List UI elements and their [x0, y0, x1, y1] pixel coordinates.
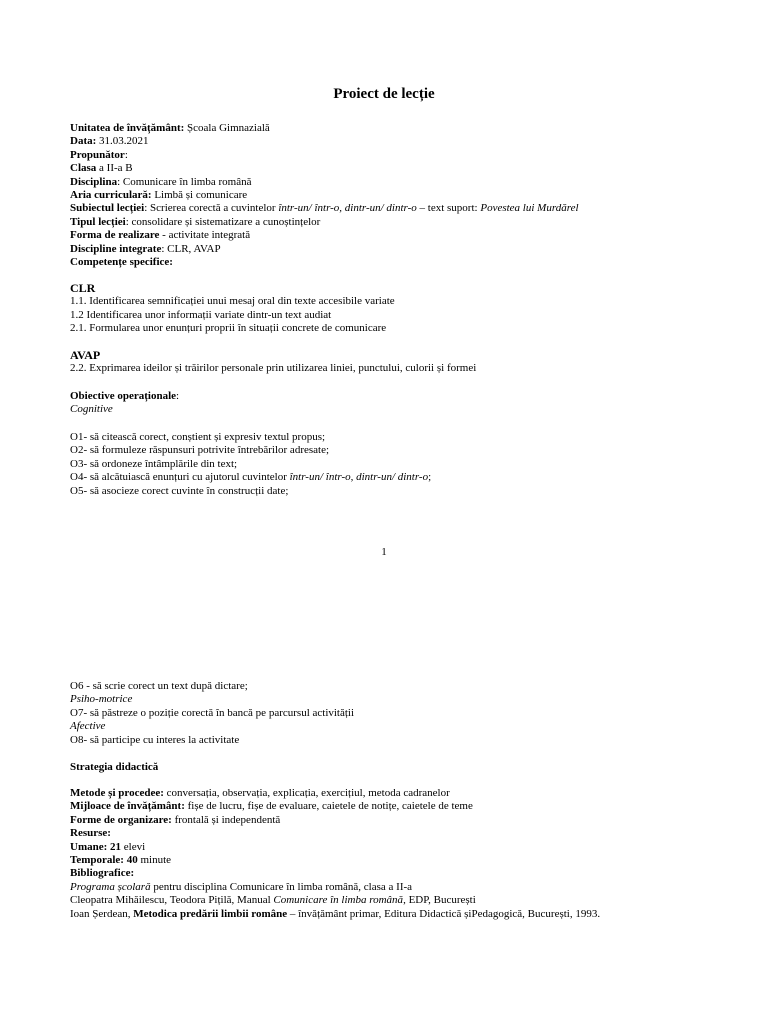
- clr-item: 2.1. Formularea unor enunțuri proprii în situații concrete de comunicare: [70, 322, 387, 335]
- strategy-metode: Metode și procedee: conversația, observația, explicația, exercițiul, metoda cadranelor: [70, 787, 450, 799]
- objective-o3: O3- să ordoneze întâmplările din text;: [70, 457, 238, 470]
- info-tipul: Tipul lecției: consolidare și sistematizare a cunoștințelor: [70, 215, 321, 228]
- strategy-umane: Umane: 21 elevi: [70, 840, 146, 853]
- info-data: Data: 31.03.2021: [70, 135, 149, 148]
- clr-section: [70, 282, 395, 336]
- objectives-continued: [70, 680, 354, 747]
- objective-o7: O7- să păstreze o poziție corectă în bancă pe parcursul activității: [70, 706, 355, 719]
- cognitive-label: Cognitive: [70, 403, 113, 416]
- clr-heading: CLR: [70, 281, 96, 295]
- clr-item: 1.1. Identificarea semnificației unui mesaj oral din texte accesibile variate: [70, 295, 395, 308]
- objective-o1: O1- să citească corect, conștient și expresiv textul propus;: [70, 431, 326, 443]
- info-propunator: Propunător:: [70, 148, 128, 161]
- strategy-heading-block: [70, 761, 158, 774]
- info-aria: Aria curriculară: Limbă și comunicare: [70, 189, 248, 202]
- strategy-bibliografie: Bibliografice:: [70, 867, 135, 880]
- info-disciplina: Disciplina: Comunicare în limba română: [70, 175, 252, 188]
- clr-item: 1.2 Identificarea unor informații variate dintr-un text audiat: [70, 308, 332, 321]
- psihomotrice-label: Psiho-motrice: [70, 693, 133, 706]
- objective-o5: O5- să asocieze corect cuvinte în construcții date;: [70, 484, 289, 497]
- info-unitatea: Unitatea de învățământ: Școala Gimnazială: [70, 122, 270, 134]
- objective-o6: O6 - să scrie corect un text după dictare;: [70, 680, 248, 692]
- strategy-section: [70, 787, 600, 921]
- objectives-list: [70, 431, 431, 498]
- avap-item: 2.2. Exprimarea ideilor și trăirilor personale prin utilizarea liniei, punctului, culorii și formei: [70, 362, 477, 375]
- objective-o4: O4- să alcătuiască enunțuri cu ajutorul cuvintelor într-un/ într-o, dintr-un/ dintr-o;: [70, 471, 432, 484]
- bibliography-item: Programa școlară pentru disciplina Comunicare în limba română, clasa a II-a: [70, 880, 413, 893]
- strategy-heading: Strategia didactică: [70, 761, 159, 773]
- objectives-heading: Obiective operaționale:: [70, 390, 180, 402]
- strategy-temporale: Temporale: 40 minute: [70, 854, 172, 867]
- objective-o2: O2- să formuleze răspunsuri potrivite întrebărilor adresate;: [70, 444, 330, 457]
- info-subiectul: Subiectul lecției: Scrierea corectă a cuvintelor într-un/ într-o, dintr-un/ dintr-o – text suport: Povestea lui Murdărel: [70, 202, 579, 215]
- bibliography-item: Ioan Șerdean, Metodica predării limbii române – învățământ primar, Editura Didactică șiPedagogică, București, 1993.: [70, 907, 601, 920]
- info-forma: Forma de realizare - activitate integrată: [70, 229, 251, 242]
- page-number: 1: [381, 546, 387, 558]
- info-discipline: Discipline integrate: CLR, AVAP: [70, 242, 221, 255]
- strategy-resurse: Resurse:: [70, 827, 111, 840]
- avap-section: [70, 349, 476, 376]
- lesson-info: [70, 122, 579, 269]
- avap-heading: AVAP: [70, 348, 101, 362]
- info-clasa: Clasa a II-a B: [70, 162, 133, 175]
- page-title: Proiect de lecție: [333, 86, 435, 102]
- bibliography-item: Cleopatra Mihăilescu, Teodora Pițilă, Manual Comunicare în limba română, EDP, București: [70, 894, 476, 907]
- info-competente: Competențe specifice:: [70, 256, 173, 269]
- objective-o8: O8- să participe cu interes la activitate: [70, 733, 240, 746]
- objectives-section: [70, 390, 179, 417]
- strategy-mijloace: Mijloace de învățământ: fișe de lucru, fișe de evaluare, caietele de notițe, caietele de teme: [70, 800, 473, 813]
- afective-label: Afective: [70, 720, 106, 733]
- strategy-forme: Forme de organizare: frontală și independentă: [70, 813, 281, 826]
